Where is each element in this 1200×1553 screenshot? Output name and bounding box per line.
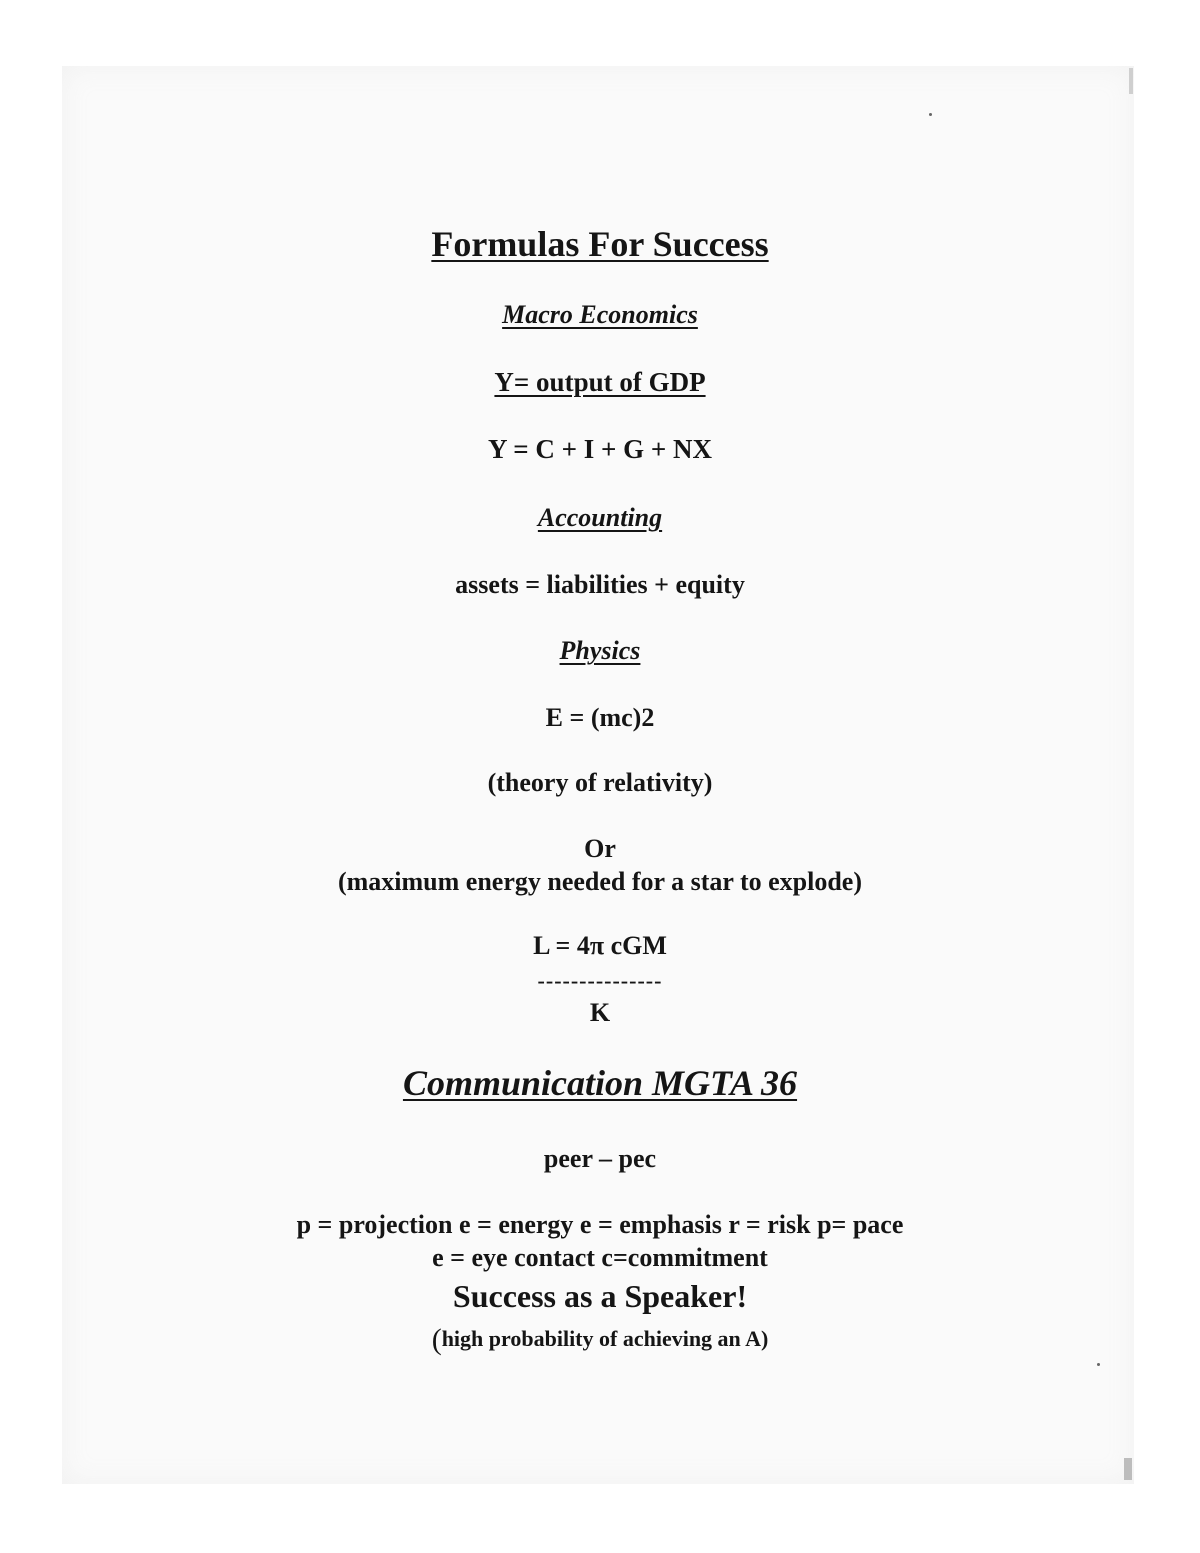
open-paren: (	[431, 1323, 442, 1356]
luminosity-numerator: L = 4π cGM	[533, 931, 667, 960]
scan-speck	[929, 113, 932, 116]
star-energy-note: (maximum energy needed for a star to explode)	[337, 867, 862, 896]
communication-acronym: peer – pec	[543, 1144, 657, 1173]
section-heading-communication: Communication MGTA 36	[402, 1063, 798, 1103]
grade-note-text: high probability of achieving an A)	[441, 1326, 769, 1351]
luminosity-denominator: K	[589, 998, 611, 1027]
accounting-equation: assets = liabilities + equity	[455, 570, 745, 599]
acronym-legend-line-1: p = projection e = energy e = emphasis r = risk p= pace	[296, 1210, 904, 1239]
page-title: Formulas For Success	[431, 224, 769, 264]
section-heading-accounting: Accounting	[537, 503, 663, 532]
scan-edge-mark	[1124, 1458, 1132, 1480]
grade-note	[0, 1322, 1200, 1356]
relativity-note: (theory of relativity)	[487, 768, 713, 797]
scan-speck	[1097, 1363, 1100, 1366]
speaker-tagline: Success as a Speaker!	[452, 1278, 748, 1314]
relativity-equation: E = (mc)2	[545, 703, 655, 732]
fraction-bar: ---------------	[537, 968, 663, 993]
acronym-legend-line-2: e = eye contact c=commitment	[432, 1243, 768, 1272]
gdp-equation: Y = C + I + G + NX	[487, 434, 713, 464]
gdp-definition: Y= output of GDP	[494, 367, 706, 397]
scan-edge-mark	[1129, 68, 1133, 94]
section-heading-macro-economics: Macro Economics	[502, 300, 698, 329]
or-label: Or	[584, 834, 616, 863]
section-heading-physics: Physics	[559, 636, 641, 665]
